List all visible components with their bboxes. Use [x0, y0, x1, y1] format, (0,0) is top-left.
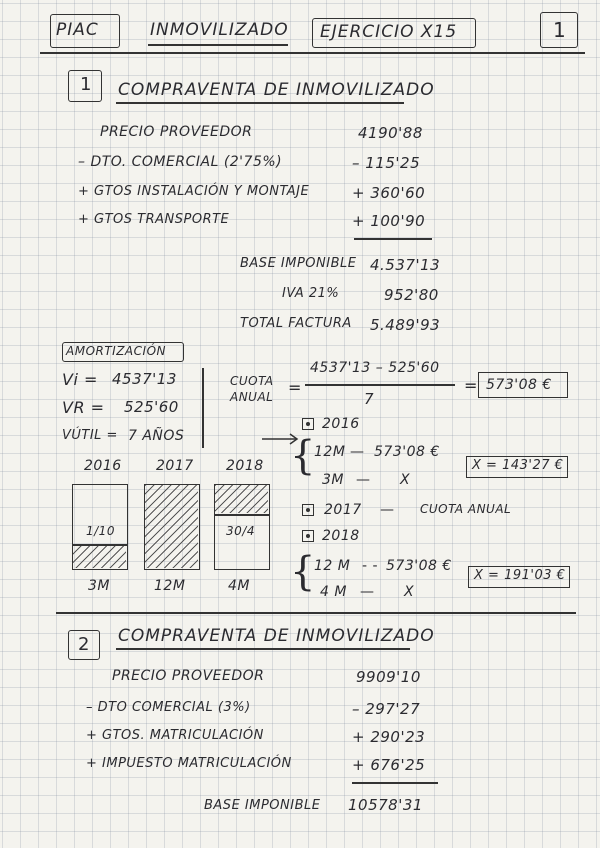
header-title-underline	[148, 44, 288, 46]
year-label-2017: 2017	[156, 458, 194, 474]
header-title: INMOVILIZADO	[150, 20, 289, 40]
y2018-d1: - -	[362, 558, 379, 574]
cuota-numerator: 4537'13 – 525'60	[310, 360, 440, 376]
s2-base-label: BASE IMPONIBLE	[204, 798, 321, 813]
s1-row-0-label: PRECIO PROVEEDOR	[100, 124, 253, 140]
y2016-v1: 573'08 €	[374, 444, 440, 460]
y2016-l1: 12M	[314, 444, 346, 460]
s2-row-3-label: + IMPUESTO MATRICULACIÓN	[86, 756, 292, 771]
y2017-dash: —	[380, 502, 395, 518]
s1-row-2-label: + GTOS INSTALACIÓN Y MONTAJE	[78, 184, 310, 199]
y2018-v2: X	[404, 584, 415, 600]
bar-2018-split	[214, 514, 269, 516]
bar-2016-fill	[73, 545, 126, 568]
s2-row-2-label: + GTOS. MATRICULACIÓN	[86, 728, 264, 743]
s1-row-1-label: – DTO. COMERCIAL (2'75%)	[78, 154, 283, 170]
s2-row-1-label: – DTO COMERCIAL (3%)	[86, 700, 251, 715]
s1-iva-value: 952'80	[384, 286, 439, 304]
s1-iva-label: IVA 21%	[282, 286, 340, 301]
section-divider	[56, 612, 576, 614]
section1-number: 1	[80, 74, 93, 95]
section2-title: COMPRAVENTA DE INMOVILIZADO	[118, 626, 435, 646]
y2016-d2: —	[356, 472, 371, 488]
y2016-l2: 3M	[322, 472, 344, 488]
s1-total-label: TOTAL FACTURA	[240, 316, 352, 331]
var-vi-value: 4537'13	[112, 370, 177, 388]
section1-title-underline	[116, 102, 404, 104]
header-divider	[40, 52, 585, 54]
s1-row-2-value: + 360'60	[352, 184, 426, 202]
cuota-eq2: =	[464, 376, 478, 395]
month-label-2016: 3M	[88, 578, 110, 594]
s2-base-value: 10578'31	[348, 796, 423, 814]
s2-row-3-value: + 676'25	[352, 756, 426, 774]
cuota-label-1: CUOTA	[230, 374, 274, 388]
var-vr-label: VR =	[62, 398, 105, 417]
y2016-brace: {	[290, 433, 316, 479]
year-2017-bullet	[302, 504, 314, 516]
s1-sum-line	[354, 238, 432, 240]
s1-total-value: 5.489'93	[370, 316, 441, 334]
header-exercise: EJERCICIO X15	[320, 22, 458, 42]
s2-row-2-value: + 290'23	[352, 728, 426, 746]
var-vr-value: 525'60	[124, 398, 179, 416]
bar-2016-split	[72, 544, 127, 546]
y2018-l2: 4 M	[320, 584, 347, 600]
month-label-2017: 12M	[154, 578, 186, 594]
cuota-fraction-bar	[305, 384, 455, 386]
header-page-number: 1	[553, 18, 567, 42]
amortizacion-title: AMORTIZACIÓN	[66, 344, 166, 358]
s2-row-1-value: – 297'27	[352, 700, 421, 718]
y2018-l1: 12 M	[314, 558, 351, 574]
year-2016-bullet	[302, 418, 314, 430]
var-vutil-label: VÚTIL =	[62, 428, 118, 443]
amortizacion-vertical-rule	[202, 368, 204, 448]
s1-base-value: 4.537'13	[370, 256, 441, 274]
bar-2018-fill	[215, 485, 268, 513]
bar-2017-fill	[145, 485, 198, 568]
s1-row-3-label: + GTOS TRANSPORTE	[78, 212, 230, 227]
s2-row-0-label: PRECIO PROVEEDOR	[112, 668, 265, 684]
y2018-brace: {	[290, 549, 316, 595]
y2018-v1: 573'08 €	[386, 558, 452, 574]
y2016-v2: X	[400, 472, 411, 488]
y2016-result: X = 143'27 €	[472, 458, 564, 473]
header-left-label: PIAC	[56, 20, 99, 40]
y2016-year: 2016	[322, 416, 360, 432]
y2017-text: CUOTA ANUAL	[420, 502, 512, 516]
bar-label-2018: 30/4	[226, 524, 255, 538]
cuota-label-2: ANUAL	[230, 390, 274, 404]
y2018-result: X = 191'03 €	[474, 568, 566, 583]
section2-title-underline	[116, 648, 410, 650]
year-label-2016: 2016	[84, 458, 122, 474]
bar-label-2016: 1/10	[86, 524, 115, 538]
cuota-eq: =	[288, 378, 302, 397]
year-label-2018: 2018	[226, 458, 264, 474]
var-vi-label: Vi =	[62, 370, 98, 389]
s1-base-label: BASE IMPONIBLE	[240, 256, 357, 271]
cuota-result: 573'08 €	[486, 377, 552, 393]
month-label-2018: 4M	[228, 578, 250, 594]
year-2018-bullet	[302, 530, 314, 542]
y2017-year: 2017	[324, 502, 362, 518]
s2-row-0-value: 9909'10	[356, 668, 421, 686]
var-vutil-value: 7 AÑOS	[128, 428, 185, 444]
cuota-denominator: 7	[364, 390, 375, 408]
section2-number: 2	[78, 634, 91, 655]
section1-title: COMPRAVENTA DE INMOVILIZADO	[118, 80, 435, 100]
s1-row-3-value: + 100'90	[352, 212, 426, 230]
y2018-d2: —	[360, 584, 375, 600]
s1-row-0-value: 4190'88	[358, 124, 423, 142]
s2-sum-line	[352, 782, 438, 784]
s1-row-1-value: – 115'25	[352, 154, 421, 172]
y2018-year: 2018	[322, 528, 360, 544]
y2016-d1: —	[350, 444, 365, 460]
